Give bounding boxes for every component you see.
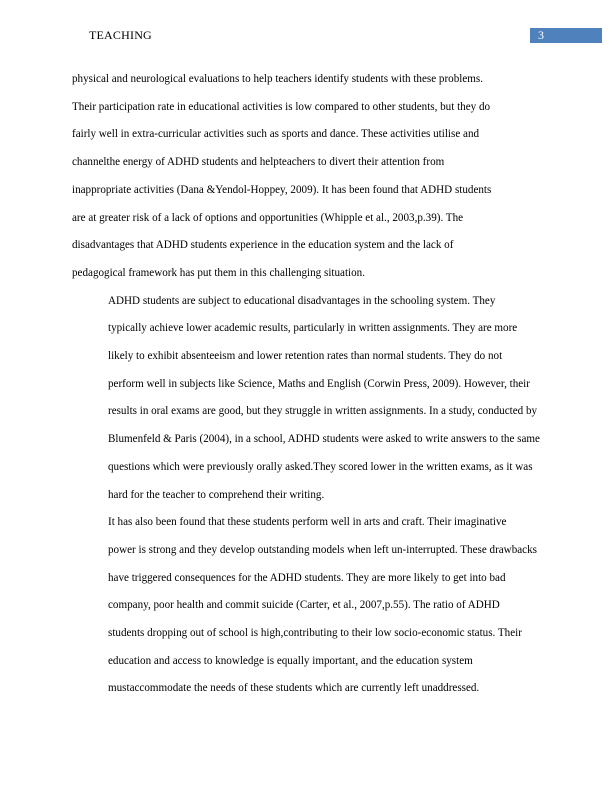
text-line: power is strong and they develop outstanding models when left un-interrupted. These drawbacks [108, 543, 537, 556]
text-line: questions which were previously orally asked.They scored lower in the written exams, as it was [108, 460, 533, 473]
text-line: results in oral exams are good, but they struggle in written assignments. In a study, conducted by [108, 405, 538, 418]
text-line: Blumenfeld & Paris (2004), in a school, ADHD students were asked to write answers to the same [108, 433, 540, 446]
text-line: are at greater risk of a lack of options and opportunities (Whipple et al., 2003,p.39). The [72, 211, 464, 224]
text-line: pedagogical framework has put them in this challenging situation. [72, 266, 365, 279]
text-line: channelthe energy of ADHD students and helpteachers to divert their attention from [72, 156, 445, 169]
text-line: It has also been found that these students perform well in arts and craft. Their imaginative [108, 516, 507, 529]
text-line: inappropriate activities (Dana &Yendol-Hoppey, 2009). It has been found that ADHD students [72, 183, 492, 196]
text-line: education and access to knowledge is equally important, and the education system [108, 654, 473, 667]
text-line: mustaccommodate the needs of these students which are currently left unaddressed. [108, 682, 480, 695]
text-line: have triggered consequences for the ADHD students. They are more likely to get into bad [108, 571, 506, 584]
text-line: fairly well in extra-curricular activities such as sports and dance. These activities utilise and [72, 128, 480, 141]
text-line: students dropping out of school is high,contributing to their low socio-economic status. Their [108, 627, 522, 640]
paragraph-2 [72, 288, 546, 510]
document-body [72, 66, 546, 703]
text-line: physical and neurological evaluations to help teachers identify students with these problems. [72, 73, 483, 85]
text-line: hard for the teacher to comprehend their writing. [108, 488, 325, 501]
paragraph-3 [72, 509, 546, 703]
paragraph-1 [72, 66, 546, 288]
page-number-badge: 3 [530, 28, 602, 43]
text-line: ADHD students are subject to educational disadvantages in the schooling system. They [108, 294, 496, 307]
text-line: typically achieve lower academic results, particularly in written assignments. They are more [108, 322, 518, 335]
text-line: company, poor health and commit suicide (Carter, et al., 2007,p.55). The ratio of ADHD [108, 599, 500, 612]
text-line: disadvantages that ADHD students experience in the education system and the lack of [72, 239, 454, 252]
running-head: TEACHING [89, 28, 152, 42]
text-line: perform well in subjects like Science, Maths and English (Corwin Press, 2009). However, their [108, 377, 530, 390]
text-line: Their participation rate in educational activities is low compared to other students, but they do [72, 100, 491, 113]
text-line: likely to exhibit absenteeism and lower retention rates than normal students. They do not [108, 350, 503, 363]
